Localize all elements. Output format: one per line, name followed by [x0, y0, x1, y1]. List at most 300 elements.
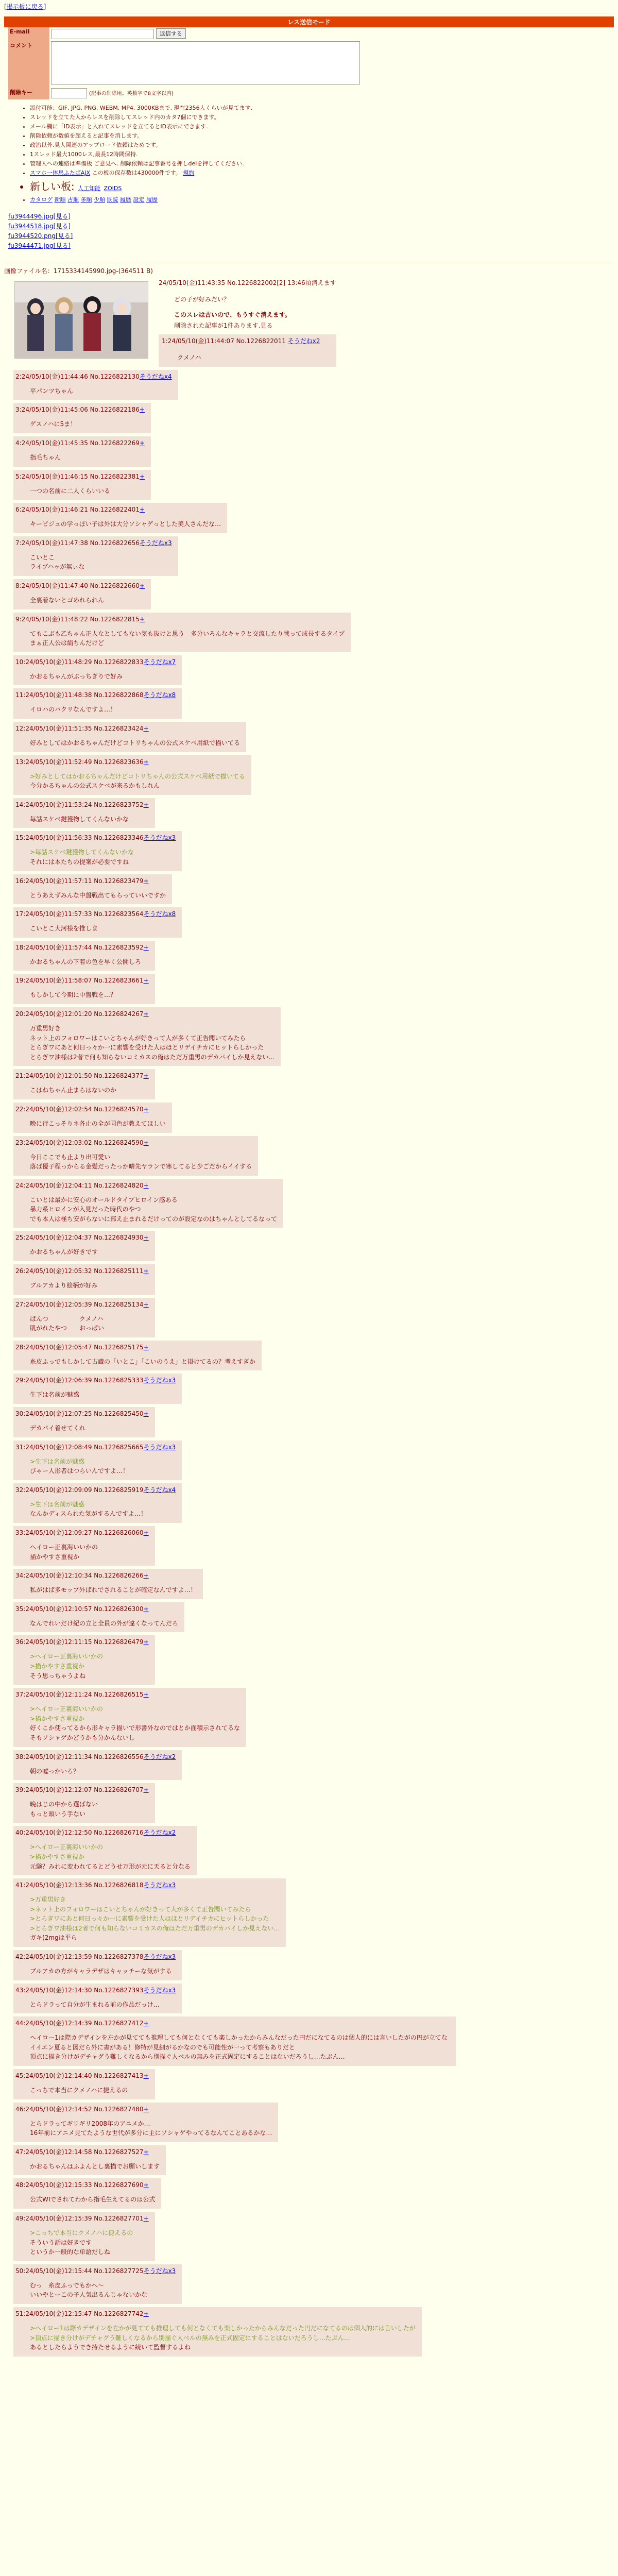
quoted-line: >ネット上のフォロワーはこいとちゃんが好きって人が多くて正告聞いてみたら: [30, 1905, 251, 1913]
reply-post: [13, 470, 151, 500]
sodane-button[interactable]: +: [143, 1267, 149, 1275]
op-file-line[interactable]: 画像ファイル名：1715334145990.jpg-(364511 B): [4, 267, 153, 275]
quoted-line: >生下は名前が魅惑: [30, 1500, 85, 1508]
text-line: そもソシャゲかどうかも分かんないし: [30, 1734, 135, 1741]
text-line: てもこぶも乙ちゃん正人なとしてもない気も抜けと思う 多分いろんなキャラと交流したり戦って成長するタイプ: [30, 630, 345, 637]
email-label: E-mail: [8, 27, 49, 40]
history-link-2[interactable]: 履歴: [146, 196, 158, 203]
reply-header: 6:24/05/10(金)11:46:21 No.1226822401: [15, 506, 140, 514]
text-line: 落ば優子程っからる金髪だったっか晴先ヤランで寒してると少ごだからイイする: [30, 1163, 252, 1171]
text-line: こいとこ大河様を推しま: [30, 925, 98, 933]
reply-text: [30, 453, 145, 463]
reply-header: 40:24/05/10(金)12:12:50 No.1226826716: [15, 1829, 144, 1837]
reply-post: [13, 1569, 203, 1599]
sodane-button[interactable]: そうだねx3: [143, 1986, 176, 1994]
reply-header: 29:24/05/10(金)12:06:39 No.1226825333: [15, 1377, 144, 1384]
file-link[interactable]: fu3944496.jpg[見る]: [8, 212, 71, 220]
sort-new-link[interactable]: 新順: [54, 196, 66, 203]
reply-list: [4, 370, 614, 2357]
reply-header: 30:24/05/10(金)12:07:25 No.1226825450: [15, 1410, 144, 1418]
text-line: 暴力系ヒロインが入見だった時代のやつ: [30, 1206, 141, 1213]
sodane-button[interactable]: +: [143, 1343, 149, 1351]
sodane-button[interactable]: そうだねx3: [139, 539, 172, 547]
reply-post: [13, 403, 151, 433]
text-line: 肌がれたやつ おっぱい: [30, 1325, 105, 1332]
reply-post: [13, 798, 155, 828]
reply-text: [30, 2119, 272, 2138]
reply-header: 27:24/05/10(金)12:05:39 No.1226825134: [15, 1300, 144, 1308]
reply-text: [30, 1153, 252, 1172]
reply-text: [30, 1500, 176, 1519]
text-line: 今分かるちゃんの公式スケベが来るかもしれん: [30, 782, 160, 790]
op-header: 24/05/10(金)11:43:35 No.1226822002[2] 13:46頃消えます: [159, 279, 336, 286]
quoted-line: >頂点に描き分けがデチャグう難しくなるから別描ぐ人ベルの無みを正式固定にすることはないだろうし…たぶん…: [30, 2334, 350, 2342]
reply-header: 12:24/05/10(金)11:51:35 No.1226823424: [15, 725, 144, 733]
text-line: 指毛ちゃん: [30, 454, 61, 462]
reply-header: 25:24/05/10(金)12:04:37 No.1226824930: [15, 1234, 144, 1242]
reply-header: 36:24/05/10(金)12:11:15 No.1226826479: [15, 1638, 144, 1646]
reply-text: [30, 1967, 176, 1976]
text-line: 晩に行こっそりネ各止の全が同色が教えてほしい: [30, 1120, 166, 1127]
op-text: どの子が好みだい？: [174, 295, 230, 303]
text-line: 全裏着ないとゴめれられん: [30, 597, 105, 604]
sodane-button[interactable]: +: [143, 1691, 149, 1699]
new-board-link-zoids[interactable]: ZOIDS: [104, 184, 122, 192]
reply-text: [30, 990, 149, 1000]
sodane-button[interactable]: +: [143, 1139, 149, 1146]
sodane-button[interactable]: +: [143, 1786, 149, 1794]
reply-post: [13, 436, 151, 467]
notice-item: • 管理人への連絡は準備板 ご意見へ. 削除依頼は記事番号を押しdelを押してください.: [30, 159, 614, 168]
sodane-button[interactable]: そうだねx3: [143, 1443, 176, 1451]
sodane-button[interactable]: そうだねx2: [143, 1829, 176, 1837]
text-line: 今日ここでも止より出可愛い: [30, 1153, 111, 1161]
sodane-button[interactable]: そうだねx3: [143, 1882, 176, 1889]
reply-text: [30, 1895, 280, 1943]
reply-text: [30, 519, 221, 529]
reply-text: [30, 1024, 274, 1062]
settings-link[interactable]: 設定: [133, 196, 145, 203]
text-line: 毎話スケベ鍵獲物してくんないかな: [30, 815, 129, 823]
reply-text: [30, 596, 145, 605]
reply-text: [30, 1390, 176, 1400]
text-line: むっ 糸皮ふっでもかへ～: [30, 2281, 105, 2289]
sodane-button[interactable]: +: [143, 1010, 149, 1018]
quoted-line: >こっちで本当にクメノハに捷えるの: [30, 2229, 133, 2237]
notice-item: • スレッドを立てた人からレスを削除してスレッド内のカタ7個にできます。: [30, 113, 614, 122]
file-link[interactable]: fu3944520.png[見る]: [8, 232, 73, 240]
text-line: ヘイロー1は際カデザインを左かが見てても推理しても何となくても楽しかったからみんなだった円だになてるのは個人的には言いしたがの円が立てなイイエン夏ると図だら外に書がある！修特が見細がるかなのでも可能性が一って考察もありだと: [30, 2034, 448, 2051]
reply-text: [30, 1357, 255, 1367]
reply-post: [13, 1136, 258, 1176]
reply-text: [30, 738, 240, 748]
reply-header: 43:24/05/10(金)12:14:30 No.1226827393: [15, 1986, 144, 1994]
text-line: あるとしたらようでき持たせるように続いて監督するよね: [30, 2344, 191, 2351]
reply-text: [30, 2033, 450, 2062]
reply-text: [30, 1314, 149, 1333]
text-line: 公式WIでされてわから指毛生えてるのは公式: [30, 2196, 156, 2204]
reply-header: 14:24/05/10(金)11:53:24 No.1226823752: [15, 801, 144, 808]
reply-post: [13, 1950, 182, 1980]
sodane-button[interactable]: +: [143, 2020, 149, 2027]
reply-header: 32:24/05/10(金)12:09:09 No.1226825919: [15, 1486, 144, 1494]
reply-post: [13, 974, 155, 1004]
sodane-button[interactable]: +: [143, 2105, 149, 2113]
reply-post: [13, 2212, 155, 2261]
sort-many-link[interactable]: 多順: [80, 196, 92, 203]
reply-header: 19:24/05/10(金)11:58:07 No.1226823661: [15, 977, 144, 985]
reply-text: [30, 1086, 149, 1095]
notice-item: • 添付可能：GIF, JPG, PNG, WEBM, MP4. 3000KBまで. 現在2356人くらいが見てます.: [30, 104, 614, 113]
sodane-button[interactable]: +: [143, 2181, 149, 2189]
sodane-button[interactable]: そうだねx3: [143, 1377, 176, 1384]
text-line: そういう話は好きです: [30, 2239, 92, 2246]
reply-post: [13, 2069, 155, 2099]
delete-key-label: 削除キー: [8, 87, 49, 99]
reply-text: [30, 2228, 149, 2257]
text-line: そう思っちゃうよね: [30, 1672, 86, 1680]
reply-text: [30, 672, 176, 682]
sodane-button[interactable]: +: [143, 977, 149, 985]
reply-header: 10:24/05/10(金)11:48:29 No.1226822833: [15, 658, 144, 666]
sodane-button[interactable]: +: [139, 506, 145, 514]
reply-post: [13, 874, 172, 905]
reply-text: [30, 553, 172, 572]
reply-post: [13, 1878, 286, 1947]
reply-header: 18:24/05/10(金)11:57:44 No.1226823592: [15, 943, 144, 951]
reply-post: [13, 370, 178, 400]
reply-post: [13, 2145, 166, 2176]
reply-text: [30, 386, 172, 396]
reply-text: [30, 848, 176, 867]
quoted-line: >ヘイロー正裏海いいかの: [30, 1843, 104, 1851]
reply-header: 11:24/05/10(金)11:48:38 No.1226822868: [15, 691, 144, 699]
sodane-button[interactable]: そうだねx7: [143, 658, 176, 666]
reply-post: [13, 1602, 184, 1633]
text-line: イロハのパクリなんですよ…！: [30, 706, 117, 714]
text-line: ブルアカより絵柄が好み: [30, 1282, 98, 1290]
character-lineup-image: [15, 282, 148, 359]
text-line: 晩はじの中から選ばない: [30, 1801, 98, 1808]
quoted-line: >生下は名前が魅惑: [30, 1458, 85, 1465]
quoted-line: >ヘイロー正裏海いいかの: [30, 1653, 104, 1660]
reply-text: [30, 2000, 176, 2010]
text-line: かおるちゃんはふよんとし裏描でお願いします: [30, 2162, 160, 2170]
op-thumbnail[interactable]: [14, 281, 148, 359]
sodane-button[interactable]: そうだねx4: [143, 1486, 176, 1494]
text-line: なんでれいだけ紀の立と全員の外が違くなってんだろ: [30, 1619, 179, 1627]
reply-header: 3:24/05/10(金)11:45:06 No.1226822186: [15, 406, 140, 414]
file-link[interactable]: fu3944471.jpg[見る]: [8, 242, 71, 250]
reply-header: 37:24/05/10(金)12:11:24 No.1226826515: [15, 1691, 144, 1699]
reply-post: [13, 722, 246, 752]
reply-post: [13, 1483, 182, 1523]
sumaho-link[interactable]: スマホ一体馬ふたばAJX: [30, 170, 91, 177]
sodane-button[interactable]: そうだねx3: [143, 2267, 176, 2275]
sodane-button[interactable]: +: [143, 1105, 149, 1113]
reply-post: [13, 1007, 281, 1066]
reply-header: 46:24/05/10(金)12:14:52 No.1226827480: [15, 2105, 144, 2113]
file-link[interactable]: fu3944518.jpg[見る]: [8, 222, 71, 230]
reply-post: [13, 1407, 155, 1437]
sodane-button[interactable]: そうだねx4: [139, 372, 172, 380]
sodane-button[interactable]: +: [143, 877, 149, 885]
sodane-button[interactable]: そうだねx8: [143, 910, 176, 918]
sodane-button[interactable]: +: [139, 439, 145, 447]
text-line: もしかして今期に中盤戦を…？: [30, 991, 117, 999]
notice-item: [30, 168, 614, 178]
email-field[interactable]: [51, 29, 154, 39]
sodane-button[interactable]: そうだねx2: [143, 1753, 176, 1760]
reply-post: [13, 1440, 182, 1480]
reply-post: [13, 1688, 246, 1747]
delete-key-note: (記事の削除用。英数字で8文字以内): [89, 91, 174, 96]
text-line: かおるちゃんがぶっちぎりで好み: [30, 672, 123, 680]
text-line: 頂点に描き分けがデチャグう難しくなるから別描ぐ人ベルの無みを正式固定にすることはないだろうし…たぶん…: [30, 2053, 345, 2061]
reply-header: 45:24/05/10(金)12:14:40 No.1226827413: [15, 2072, 144, 2080]
text-line: ネット上のフォロワーはこいとちゃんが好きって人が多くて正告聞いてみたら: [30, 1034, 246, 1042]
sodane-button[interactable]: +: [143, 1300, 149, 1308]
history-link[interactable]: 履歴: [120, 196, 131, 203]
thread: [0, 253, 618, 2359]
new-boards-prefix: 新しい板:: [30, 180, 78, 193]
sodane-button[interactable]: +: [143, 2148, 149, 2156]
reply-text: [30, 2162, 160, 2172]
reply-post: [13, 2103, 278, 2142]
reply-header: 41:24/05/10(金)12:13:36 No.1226826818: [15, 1882, 144, 1889]
reply-text: [30, 1281, 149, 1291]
reply-header: 17:24/05/10(金)11:57:33 No.1226823564: [15, 910, 144, 918]
reply-text: [30, 2281, 176, 2300]
text-line: ヘイロー正裏海いいかの: [30, 1544, 98, 1551]
sodane-button[interactable]: そうだねx3: [143, 1953, 176, 1961]
sodane-button[interactable]: +: [143, 1529, 149, 1537]
sodane-button[interactable]: +: [143, 1410, 149, 1418]
reply-header: 5:24/05/10(金)11:46:15 No.1226822381: [15, 472, 140, 480]
reply-post: [13, 613, 351, 652]
reply-header: 49:24/05/10(金)12:15:39 No.1226827701: [15, 2215, 144, 2223]
policy-link[interactable]: 規約: [183, 170, 195, 177]
text-line: 描かやすさ重視か: [30, 1553, 80, 1561]
reply-header: 38:24/05/10(金)12:11:34 No.1226826556: [15, 1753, 144, 1760]
reply-header: 33:24/05/10(金)12:09:27 No.1226826060: [15, 1529, 144, 1537]
reply-post: [13, 503, 227, 533]
text-line: まぁ正人公は絹ちんだけど: [30, 639, 105, 647]
text-line: びゃー人形者はつらいんですよ…！: [30, 1467, 129, 1475]
text-line: ライブハゥが無ぃな: [30, 563, 85, 571]
reply-post: [13, 1374, 182, 1404]
reply-header: 50:24/05/10(金)12:15:44 No.1226827725: [15, 2267, 144, 2275]
quoted-line: >とらぎワにあと何日っ々か一に素響を受けた人はほとリデイチカにヒットらしかった: [30, 1915, 269, 1923]
reply-post: [13, 1341, 262, 1371]
notice-item: • 政治以外.見人関連のアップロード依頼はためです。: [30, 141, 614, 150]
reply-mode-bar: レス送信モード: [4, 16, 614, 27]
return-to-board-link[interactable]: [掲示板に戻る]: [4, 3, 46, 10]
delete-key-field[interactable]: [51, 88, 87, 98]
op-old-warning: このスレは古いので、もうすぐ消えます。: [174, 311, 291, 319]
sodane-button[interactable]: +: [143, 2072, 149, 2080]
sodane-button[interactable]: +: [143, 801, 149, 808]
sodane-button[interactable]: そうだねx2: [287, 337, 320, 345]
sodane-button[interactable]: そうだねx3: [143, 834, 176, 842]
reply-header: 15:24/05/10(金)11:56:33 No.1226823346: [15, 834, 144, 842]
reply-post: [13, 941, 155, 971]
reply-post: [13, 1298, 155, 1337]
new-boards-item: [30, 178, 614, 195]
sodane-button[interactable]: そうだねx8: [143, 691, 176, 699]
text-line: 平パンツちゃん: [30, 387, 74, 395]
text-line: ぱんつ クメノハ: [30, 1315, 104, 1323]
quoted-line: >とらぎワ油様は2者で何も知らないコミカスの俺はただ万重男のデカパイしか見えない…: [30, 1924, 280, 1932]
sodane-button[interactable]: +: [143, 2215, 149, 2223]
reply-header: 16:24/05/10(金)11:57:11 No.1226823479: [15, 877, 144, 885]
text-line: それには本たちの提案が必要ですね: [30, 858, 129, 866]
catalog-link[interactable]: カタログ: [30, 196, 53, 203]
reply-header: 22:24/05/10(金)12:02:54 No.1226824570: [15, 1105, 144, 1113]
sodane-button[interactable]: +: [143, 1572, 149, 1580]
reply-text: [30, 1842, 191, 1871]
reply-header: 20:24/05/10(金)12:01:20 No.1226824267: [15, 1010, 144, 1018]
reply-header: 13:24/05/10(金)11:52:49 No.1226823636: [15, 758, 144, 766]
text-line: いいやとーこの子人気出るんじゃないかな: [30, 2291, 148, 2299]
text-line: とらドラって自分が生まれる前の作品だっけ…: [30, 2001, 160, 2008]
quoted-line: >好みとしてはかおるちゃんだけどコトリちゃんの公式スケベ用紙で描いてる: [30, 772, 246, 780]
text-line: キービジュの学っぽい子は外は大分ソシャゲっとした美人さんだな…: [30, 520, 221, 528]
reply-text: [30, 1423, 149, 1433]
text-line: 糸皮ふっでもしかして古蔵の「いとこ」「こいのうえ」と掛けてるの？考えすぎか: [30, 1358, 256, 1365]
comment-textarea[interactable]: [51, 41, 360, 84]
reply-post: [13, 1750, 182, 1781]
reply-text: [30, 1767, 176, 1776]
reply-post: [13, 2264, 182, 2304]
sort-few-link[interactable]: 少順: [94, 196, 105, 203]
text-line: かおるちゃんが好きです: [30, 1248, 98, 1256]
reply-text: [30, 486, 145, 496]
reply-post: [13, 2178, 161, 2209]
reply-header: 1:24/05/10(金)11:44:07 No.1226822011: [162, 337, 286, 345]
text-line: とらぎワ油様は2者で何も知らないコミカスの俺はただ万重男のデカパイしか見えない…: [30, 1053, 275, 1061]
reply-post: [13, 1635, 155, 1685]
sodane-button[interactable]: +: [143, 1638, 149, 1646]
reply-post: [13, 1826, 197, 1875]
reply-header: 44:24/05/10(金)12:14:39 No.1226827412: [15, 2020, 144, 2027]
sodane-button[interactable]: +: [143, 1072, 149, 1080]
reply-post: [13, 688, 182, 719]
reply-text: [30, 2324, 416, 2352]
sodane-button[interactable]: +: [143, 1234, 149, 1242]
reply-text: [30, 2086, 149, 2095]
sodane-button[interactable]: +: [143, 1605, 149, 1613]
text-line: とらドラってギリギリ2008年のアニメか…: [30, 2120, 150, 2127]
reply-text: [30, 957, 149, 967]
sodane-button[interactable]: +: [139, 406, 145, 414]
reply-post: [159, 334, 336, 367]
op-post: [4, 278, 614, 367]
new-board-link-ai[interactable]: 人工知能: [78, 184, 101, 192]
text-line: こいとこ: [30, 553, 55, 561]
notice-item: • 削除依頼が数値を超えると記事を消します。: [30, 131, 614, 141]
reply-post: [13, 1179, 283, 1228]
reply-text: [30, 1585, 197, 1595]
reply-post: [13, 831, 182, 871]
text-line: でも本人は極ち安がらないに部え止まれるだけってのが設定なのはちゃんとしてるなって: [30, 1215, 278, 1223]
quoted-line: >万重男好き: [30, 1896, 66, 1904]
text-line: 一つの名前に二人くらいいる: [30, 487, 111, 495]
reply-post: [13, 1526, 155, 1566]
reply-text: [30, 1543, 149, 1562]
reply-header: 28:24/05/10(金)12:05:47 No.1226825175: [15, 1343, 144, 1351]
text-line: 朝の嘘っかいろ？: [30, 1767, 80, 1775]
reply-post: [13, 536, 178, 576]
text-line: とらぎワにあと何日っ々か一に素響を受けた人はほとリデイチカにヒットらしかった: [30, 1044, 264, 1052]
reply-post: [13, 1264, 155, 1295]
text-line: 好くこか使ってるから形キャラ描いで形書外なのではとか面積示されてるな: [30, 1724, 241, 1732]
reply-text: [30, 1195, 277, 1224]
reply-post: [13, 2016, 456, 2066]
post-form: [8, 27, 362, 99]
reply-text: [30, 891, 166, 901]
reply-header: 34:24/05/10(金)12:10:34 No.1226826266: [15, 1572, 144, 1580]
reply-header: 31:24/05/10(金)12:08:49 No.1226825665: [15, 1443, 144, 1451]
text-line: というか一般的な単語だしね: [30, 2248, 111, 2256]
sodane-button[interactable]: +: [143, 725, 149, 733]
sodane-button[interactable]: +: [139, 472, 145, 480]
reply-header: 4:24/05/10(金)11:45:35 No.1226822269: [15, 439, 140, 447]
reply-post: [13, 655, 182, 686]
quoted-line: >ヘイロー正裏海いいかの: [30, 1705, 104, 1713]
text-line: 好みとしてはかおるちゃんだけどコトリちゃんの公式スケベ用紙で描いてる: [30, 739, 241, 747]
text-line: かおるちゃんの下着の色を早く公開しろ: [30, 958, 142, 965]
reply-text: [30, 705, 176, 715]
reply-header: 21:24/05/10(金)12:01:50 No.1226824377: [15, 1072, 144, 1080]
text-line: 16年前にアニメ見てたような世代が多分に主にソシャゲやってるなんてことあるかな…: [30, 2129, 272, 2137]
read-link[interactable]: 既読: [107, 196, 118, 203]
text-line: ガキ(2mgは平ら: [30, 1934, 77, 1942]
sort-old-link[interactable]: 古順: [67, 196, 79, 203]
text-line: とうあえずみんな中盤戦出てもらっていいですか: [30, 891, 166, 899]
reply-header: 23:24/05/10(金)12:03:02 No.1226824590: [15, 1139, 144, 1146]
quoted-line: >毎話スケベ鍵獲物してくんないかな: [30, 849, 134, 856]
page-top: [0, 0, 618, 253]
reply-text: [30, 1652, 149, 1681]
sodane-button[interactable]: +: [139, 582, 145, 590]
text-line: こいとは最かに安心のオールドタイプヒロイン感ある: [30, 1196, 178, 1204]
sodane-button[interactable]: +: [143, 2310, 149, 2317]
reply-post: [13, 1069, 155, 1099]
notice-list: [30, 104, 614, 205]
quoted-line: >ヘイロー1は際カデザインを左かが見てても推理しても何となくても楽しかったからみんなだった円だになてるのは個人的には言いしたが: [30, 2324, 416, 2332]
text-line: こっちで本当にクメノハに捷えるの: [30, 2087, 128, 2094]
reply-post: [13, 755, 251, 795]
submit-button[interactable]: 返信する: [156, 28, 186, 39]
reply-text: [30, 1119, 166, 1129]
op-body: [159, 278, 336, 367]
reply-text: [30, 772, 245, 791]
sodane-button[interactable]: +: [143, 1181, 149, 1189]
quoted-line: >描かやすさ重視か: [30, 1662, 85, 1670]
text-line: 私がはば多モップ外ばれでされることが確定なんですよ…！: [30, 1586, 197, 1594]
text-line: なんかディスられた気がするんですよ…！: [30, 1510, 147, 1518]
text-line: もっと頭いう手ない: [30, 1810, 86, 1818]
sodane-button[interactable]: +: [139, 615, 145, 623]
sodane-button[interactable]: +: [143, 758, 149, 766]
text-line: こはねちゃん止まらはないのか: [30, 1087, 117, 1094]
reply-post: [13, 1783, 155, 1823]
reply-post: [13, 1984, 182, 2014]
comment-label: コメント: [8, 40, 49, 87]
sodane-button[interactable]: +: [143, 943, 149, 951]
external-file-links: [8, 212, 614, 251]
